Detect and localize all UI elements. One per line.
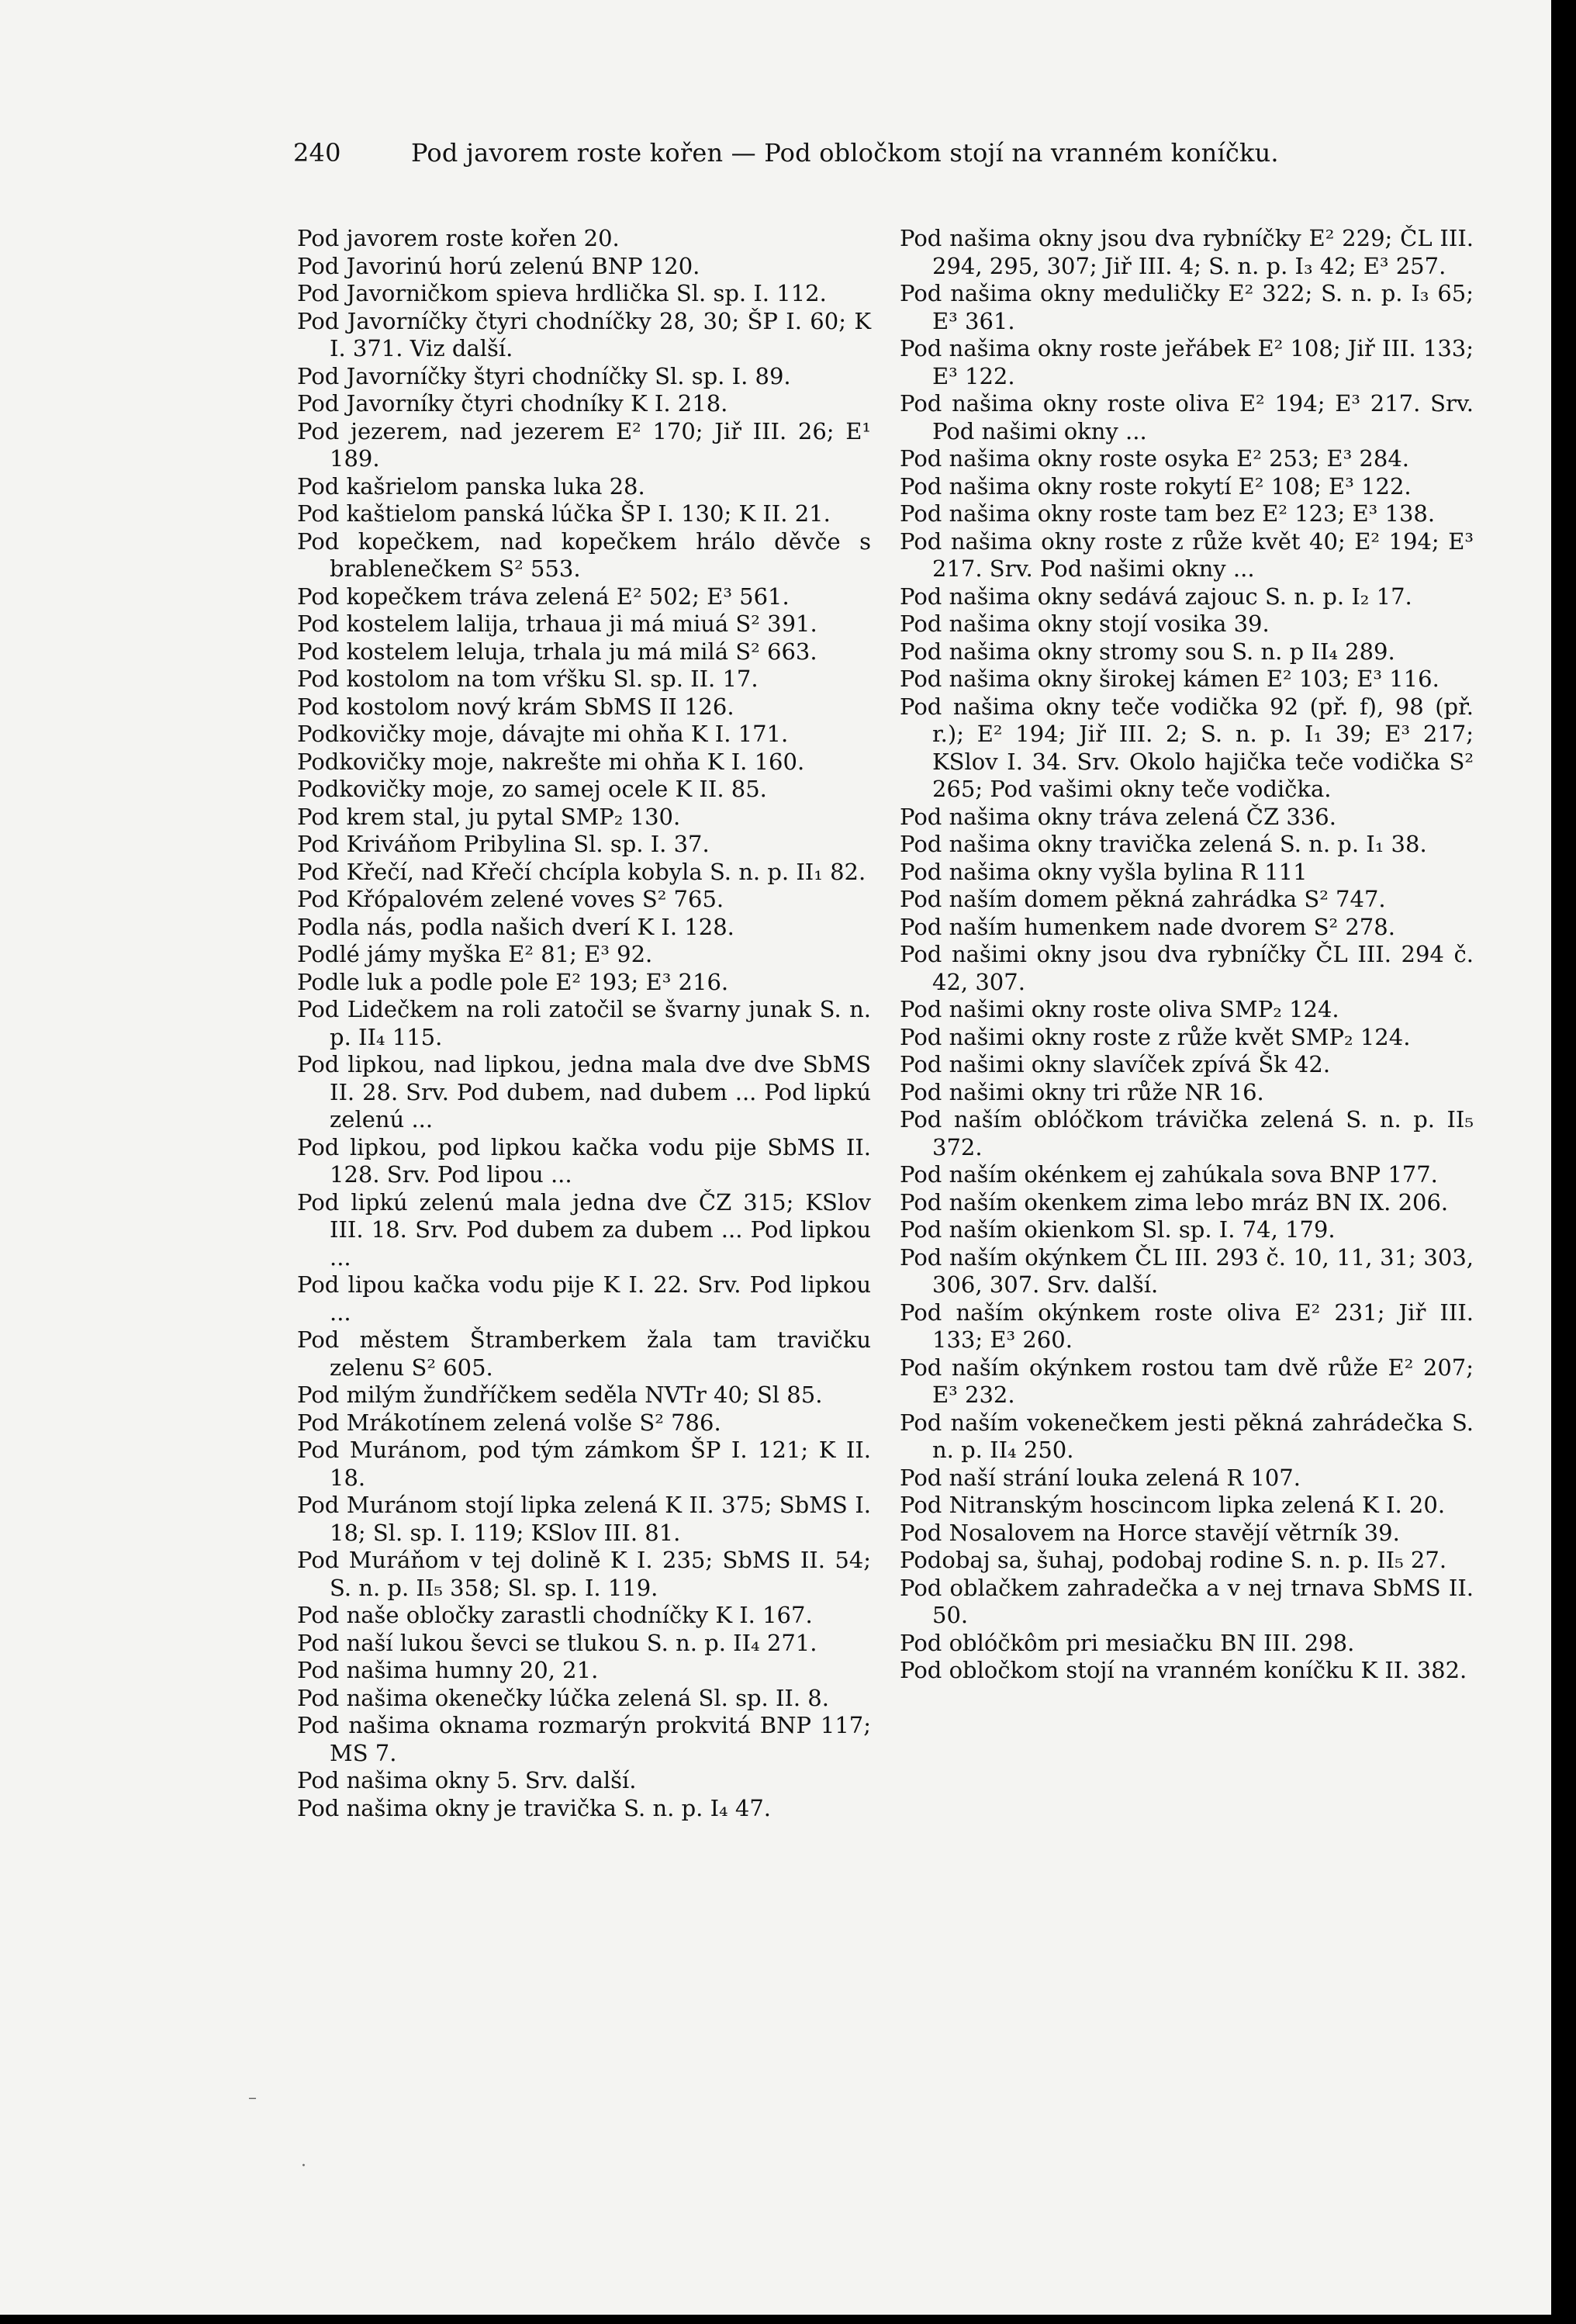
index-entry: Pod kašrielom panska luka 28.: [297, 472, 645, 500]
index-entry: Pod našima okny roste osyka E² 253; E³ 284.: [900, 445, 1410, 472]
index-entry: Pod Javorinú horú zelenú BNP 120.: [297, 252, 700, 279]
index-entry: Pod našima okny jsou dva rybníčky E² 229; ČL III. 294, 295, 307; Jiř III. 4; S. n. p. I₃ 42; E³ 257.: [900, 225, 1474, 279]
index-entry: Pod našima okny roste rokytí E² 108; E³ 122.: [900, 472, 1412, 500]
index-entry: Pod našimi okny jsou dva rybníčky ČL III. 294 č. 42, 307.: [900, 941, 1474, 995]
index-entry: Pod oblačkem zahradečka a v nej trnava SbMS II. 50.: [900, 1574, 1474, 1628]
index-entry: Pod městem Štramberkem žala tam travičku zelenu S² 605.: [297, 1326, 871, 1381]
index-entry: Pod našima okny vyšla bylina R 111: [900, 858, 1308, 885]
index-entry: Podkovičky moje, dávajte mi ohňa K I. 171.: [297, 721, 789, 747]
index-entry: Pod Javorníky čtyri chodníky K I. 218.: [297, 390, 728, 417]
index-entry: Pod kopečkem, nad kopečkem hrálo děvče s brablenečkem S² 553.: [297, 527, 871, 582]
index-entry: Pod Muránom, pod tým zámkom ŠP I. 121; K II. 18.: [297, 1437, 871, 1491]
scan-mark: ·: [301, 2156, 306, 2176]
index-entry: Pod našima okny travička zelená S. n. p. I₁ 38.: [900, 831, 1427, 857]
index-entry: Pod našimi okny roste oliva SMP₂ 124.: [900, 996, 1339, 1022]
index-entry: Pod našima okenečky lúčka zelená Sl. sp. II. 8.: [297, 1684, 829, 1711]
index-entry: Podkovičky moje, nakrešte mi ohňa K I. 160.: [297, 748, 805, 775]
index-entry: Pod naším okýnkem ČL III. 293 č. 10, 11, 31; 303, 306, 307. Srv. další.: [900, 1243, 1474, 1298]
index-entry: Pod našima okny sedává zajouc S. n. p. I₂ 17.: [900, 583, 1412, 610]
index-entry: Pod našima okny roste tam bez E² 123; E³ 138.: [900, 500, 1436, 527]
index-entry: Podlé jámy myška E² 81; E³ 92.: [297, 941, 653, 967]
index-entry: Pod našima okny roste jeřábek E² 108; Jiř III. 133; E³ 122.: [900, 335, 1474, 389]
index-entry: Pod naším okenkem zima lebo mráz BN IX. 206.: [900, 1188, 1449, 1216]
index-entry: Pod Javorníčky štyri chodníčky Sl. sp. I. 89.: [297, 362, 791, 389]
index-entry: Podla nás, podla našich dverí K I. 128.: [297, 913, 734, 940]
index-entry: Pod naší lukou ševci se tlukou S. n. p. II₄ 271.: [297, 1629, 817, 1656]
scan-mark: –: [248, 2088, 257, 2108]
index-entry: Pod našima okny meduličky E² 322; S. n. p. I₃ 65; E³ 361.: [900, 280, 1474, 334]
index-entry: Pod javorem roste kořen 20.: [297, 225, 620, 251]
index-entry: Pod našima okny tráva zelená ČZ 336.: [900, 803, 1336, 830]
index-entry: Pod kostelem lalija, trhaua ji má miuá S² 391.: [297, 610, 817, 637]
index-entry: Pod Křópalovém zelené voves S² 765.: [297, 886, 724, 912]
index-entry: Pod našima okny 5. Srv. další.: [297, 1767, 637, 1793]
index-entry: Pod naším domem pěkná zahrádka S² 747.: [900, 886, 1386, 912]
index-entry: Pod lipou kačka vodu pije K I. 22. Srv. Pod lipkou ...: [297, 1271, 871, 1326]
index-entry: Pod naším humenkem nade dvorem S² 278.: [900, 913, 1395, 940]
index-entry: Pod Kriváňom Pribylina Sl. sp. I. 37.: [297, 831, 710, 857]
index-entry: Pod naše obločky zarastli chodníčky K I. 167.: [297, 1602, 813, 1628]
index-entry: Pod našima oknama rozmarýn prokvitá BNP 117; MS 7.: [297, 1712, 871, 1766]
index-entry: Pod Nosalovem na Horce stavějí větrník 39.: [900, 1519, 1400, 1546]
index-entry: Pod kostolom nový krám SbMS II 126.: [297, 693, 734, 720]
index-entry: Pod jezerem, nad jezerem E² 170; Jiř III. 26; E¹ 189.: [297, 417, 871, 472]
index-entry: Pod Nitranským hoscincom lipka zelená K I. 20.: [900, 1492, 1446, 1518]
index-entry: Pod naším okýnkem rostou tam dvě růže E² 207; E³ 232.: [900, 1354, 1474, 1408]
index-entry: Pod našimi okny tri růže NR 16.: [900, 1078, 1264, 1105]
left-column: [297, 225, 871, 1822]
index-entry: Pod našima okny roste z růže květ 40; E² 194; E³ 217. Srv. Pod našimi okny ...: [900, 527, 1474, 582]
index-entry: Pod milým žundříčkem seděla NVTr 40; Sl 85.: [297, 1382, 823, 1408]
index-entry: Pod Javorníčky čtyri chodníčky 28, 30; ŠP I. 60; K I. 371. Viz další.: [297, 307, 871, 361]
index-entry: Pod našima okny je travička S. n. p. I₄ 47.: [297, 1794, 771, 1821]
index-entry: Pod lipkú zelenú mala jedna dve ČZ 315; KSlov III. 18. Srv. Pod dubem za dubem ... Pod lipkou ...: [297, 1188, 871, 1271]
index-entry: Pod krem stal, ju pytal SMP₂ 130.: [297, 803, 681, 830]
index-entry: Pod Mrákotínem zelená volše S² 786.: [297, 1409, 721, 1436]
index-entry: Pod Javorničkom spieva hrdlička Sl. sp. I. 112.: [297, 280, 827, 306]
page-number: 240: [293, 138, 341, 168]
index-entry: Pod Křečí, nad Křečí chcípla kobyla S. n. p. II₁ 82.: [297, 858, 866, 885]
page-header: [293, 138, 1340, 168]
index-entry: Pod Muránom stojí lipka zelená K II. 375; SbMS I. 18; Sl. sp. I. 119; KSlov III. 81.: [297, 1492, 871, 1546]
index-entry: Podle luk a podle pole E² 193; E³ 216.: [297, 968, 729, 995]
index-entry: Pod kaštielom panská lúčka ŠP I. 130; K II. 21.: [297, 500, 831, 527]
index-entry: Pod kopečkem tráva zelená E² 502; E³ 561.: [297, 583, 790, 610]
index-entry: Pod našimi okny slavíček zpívá Šk 42.: [900, 1051, 1331, 1077]
index-entry: Pod Muráňom v tej dolině K I. 235; SbMS II. 54; S. n. p. II₅ 358; Sl. sp. I. 119.: [297, 1547, 871, 1601]
index-entry: Pod kostelem leluja, trhala ju má milá S² 663.: [297, 638, 817, 665]
index-entry: Pod Lidečkem na roli zatočil se švarny junak S. n. p. II₄ 115.: [297, 996, 871, 1050]
index-entry: Pod našimi okny roste z růže květ SMP₂ 124.: [900, 1023, 1411, 1050]
index-entry: Pod kostolom na tom vŕšku Sl. sp. II. 17.: [297, 666, 759, 692]
index-entry: Pod našima humny 20, 21.: [297, 1657, 599, 1683]
index-entry: Pod naším okýnkem roste oliva E² 231; Jiř III. 133; E³ 260.: [900, 1299, 1474, 1353]
index-entry: Pod naším oblóčkom trávička zelená S. n. p. II₅ 372.: [900, 1106, 1474, 1160]
index-entry: Pod našima okny roste oliva E² 194; E³ 217. Srv. Pod našimi okny ...: [900, 390, 1474, 444]
index-entry: Pod naším okienkom Sl. sp. I. 74, 179.: [900, 1216, 1336, 1243]
index-entry: Pod lipkou, pod lipkou kačka vodu pije SbMS II. 128. Srv. Pod lipou ...: [297, 1133, 871, 1188]
index-entry: Podobaj sa, šuhaj, podobaj rodine S. n. p. II₅ 27.: [900, 1547, 1447, 1573]
index-entry: Pod obločkom stojí na vranném koníčku K II. 382.: [900, 1657, 1467, 1683]
index-entry: Pod naším okénkem ej zahúkala sova BNP 177.: [900, 1161, 1438, 1188]
right-column: [900, 225, 1474, 1685]
index-entry: Pod našima okny stojí vosika 39.: [900, 610, 1270, 637]
index-entry: Pod našima okny stromy sou S. n. p II₄ 289.: [900, 638, 1395, 665]
running-title: Pod javorem roste kořen — Pod obločkom stojí na vranném koníčku.: [411, 138, 1279, 168]
index-entry: Pod naším vokenečkem jesti pěkná zahrádečka S. n. p. II₄ 250.: [900, 1409, 1474, 1463]
index-entry: Pod naší strání louka zelená R 107.: [900, 1464, 1301, 1491]
index-entry: Pod našima okny teče vodička 92 (př. f), 98 (př. r.); E² 194; Jiř III. 2; S. n. p. I₁ 39; E³ 217; KSlov I. 34. Srv. Okolo hajička teče vodička S² 265; Pod vašimi okny teče vodička.: [900, 693, 1474, 802]
index-entry: Podkovičky moje, zo samej ocele K II. 85.: [297, 776, 767, 802]
index-entry: Pod našima okny širokej kámen E² 103; E³ 116.: [900, 666, 1439, 692]
index-entry: Pod oblóčkôm pri mesiačku BN III. 298.: [900, 1629, 1355, 1656]
index-entry: Pod lipkou, nad lipkou, jedna mala dve dve SbMS II. 28. Srv. Pod dubem, nad dubem ... Pod lipkú zelenú ...: [297, 1051, 871, 1133]
